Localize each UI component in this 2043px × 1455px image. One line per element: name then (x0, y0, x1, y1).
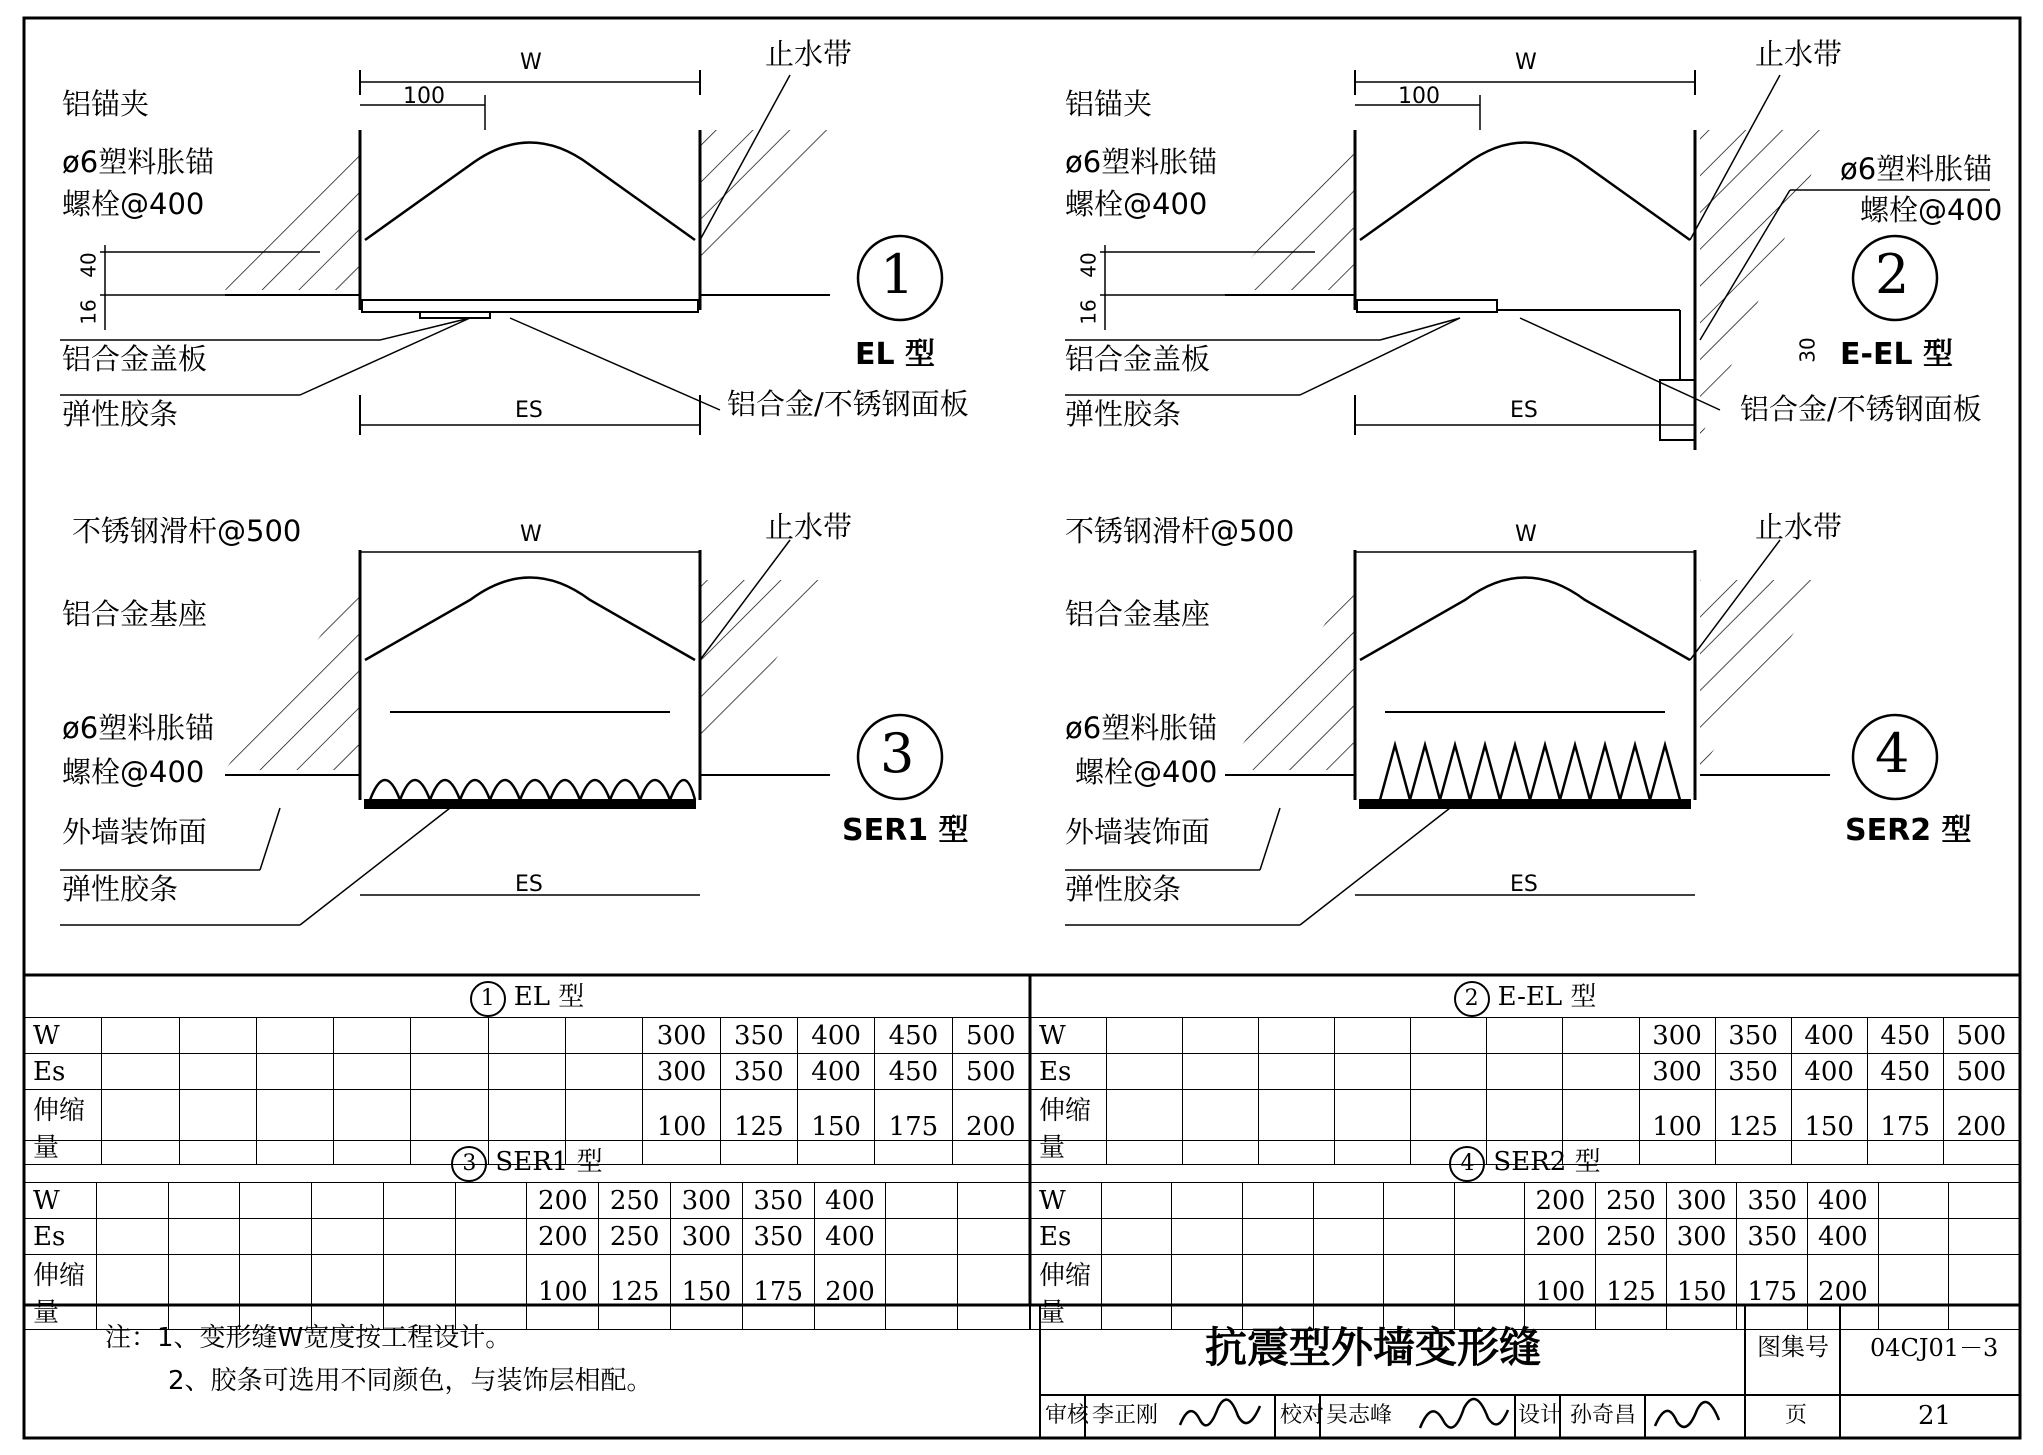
detail-4-strip-label: 弹性胶条 (1065, 872, 1182, 906)
detail-1-number: 1 (880, 243, 915, 306)
table-title: EL 型 (513, 982, 585, 1012)
detail-2-anchor-clip-label: 铝锚夹 (1065, 87, 1153, 121)
detail-2-es-dim: ES (1510, 398, 1538, 423)
table-title: SER2 型 (1493, 1147, 1601, 1177)
detail-2-panel-label: 铝合金/不锈钢面板 (1740, 392, 1982, 426)
detail-3-w-dim: W (520, 522, 542, 547)
detail-2-strip-label: 弹性胶条 (1065, 397, 1182, 431)
detail-2-cover-label: 铝合金盖板 (1065, 342, 1211, 376)
checker-name: 吴志峰 (1326, 1403, 1393, 1428)
table-row: Es 300 350 400 450 500 (25, 1054, 1030, 1090)
atlas-label: 图集号 (1757, 1333, 1829, 1361)
detail-4-waterstop-label: 止水带 (1755, 510, 1843, 544)
table-row: W 300 350 400 450 500 (1031, 1018, 2020, 1054)
detail-4-finish-label: 外墙装饰面 (1065, 815, 1211, 849)
detail-1-bolt-label: 螺栓@400 (62, 187, 205, 221)
detail-1-type: EL 型 (855, 337, 936, 372)
detail-2-number: 2 (1875, 243, 1910, 306)
table-caption (1031, 1141, 2020, 1183)
detail-1-100-dim: 100 (403, 84, 445, 109)
detail-2-100-dim: 100 (1398, 84, 1440, 109)
detail-1-anchor-label: ø6塑料胀锚 (62, 145, 215, 179)
detail-2-waterstop-label: 止水带 (1755, 37, 1843, 71)
detail-1-cover-label: 铝合金盖板 (62, 342, 208, 376)
table-row: Es 200 250 300 350 400 (1031, 1219, 2020, 1255)
designer-name: 孙奇昌 (1570, 1403, 1637, 1428)
detail-1-w-dim: W (520, 50, 542, 75)
detail-4-type: SER2 型 (1845, 813, 1972, 848)
table-caption (1031, 976, 2020, 1018)
detail-1-strip-label: 弹性胶条 (62, 397, 179, 431)
table-title: E-EL 型 (1497, 982, 1597, 1012)
detail-3-base-label: 铝合金基座 (62, 597, 208, 631)
detail-4-es-dim: ES (1510, 872, 1538, 897)
table-row: Es 200 250 300 350 400 (25, 1219, 1030, 1255)
checker-signature (1420, 1399, 1508, 1428)
table-caption (25, 1141, 1030, 1183)
table-ser1 (24, 1140, 1030, 1330)
detail-1-drawing (60, 70, 942, 435)
detail-3-waterstop-label: 止水带 (765, 510, 853, 544)
reviewer-signature (1180, 1400, 1260, 1426)
table-row: 伸缩量 100 125 150 175 200 (1031, 1255, 2020, 1330)
detail-2-bolt-right-label: 螺栓@400 (1860, 193, 2003, 227)
table-number: 1 (470, 981, 506, 1017)
detail-3-number: 3 (880, 722, 915, 785)
detail-2-type: E-EL 型 (1840, 337, 1953, 372)
reviewer-name: 李正刚 (1092, 1403, 1159, 1428)
detail-2-bolt-left-label: 螺栓@400 (1065, 187, 1208, 221)
detail-3-strip-label: 弹性胶条 (62, 872, 179, 906)
table-el (24, 975, 1030, 1165)
detail-3-es-dim: ES (515, 872, 543, 897)
table-row: 伸缩量 100 125 150 175 200 (1031, 1090, 2020, 1165)
table-title: SER1 型 (495, 1147, 603, 1177)
detail-4-base-label: 铝合金基座 (1065, 597, 1211, 631)
review-label: 审核 (1045, 1403, 1090, 1428)
designer-signature (1655, 1402, 1719, 1427)
detail-2-anchor-right-label: ø6塑料胀锚 (1840, 152, 1993, 186)
detail-2-30-dim: 30 (1795, 337, 1820, 363)
check-label: 校对 (1280, 1403, 1325, 1428)
detail-4-number: 4 (1875, 722, 1910, 785)
table-number: 3 (451, 1146, 487, 1182)
drawing-title: 抗震型外墙变形缝 (1205, 1323, 1542, 1372)
detail-4-slide-label: 不锈钢滑杆@500 (1065, 514, 1295, 548)
page-number: 21 (1918, 1401, 1952, 1431)
detail-1-waterstop-label: 止水带 (765, 37, 853, 71)
table-number: 4 (1449, 1146, 1485, 1182)
detail-1-es-dim: ES (515, 398, 543, 423)
detail-1-16-dim: 16 (76, 299, 101, 325)
detail-3-anchor-label: ø6塑料胀锚 (62, 711, 215, 745)
detail-2-40-dim: 40 (1076, 252, 1101, 278)
table-number: 2 (1454, 981, 1490, 1017)
detail-4-bolt-label: 螺栓@400 (1075, 755, 1218, 789)
detail-2-16-dim: 16 (1076, 299, 1101, 325)
detail-2-anchor-left-label: ø6塑料胀锚 (1065, 145, 1218, 179)
detail-4-w-dim: W (1515, 522, 1537, 547)
design-label: 设计 (1518, 1403, 1563, 1428)
table-row: W 300 350 400 450 500 (25, 1018, 1030, 1054)
detail-3-bolt-label: 螺栓@400 (62, 755, 205, 789)
atlas-number: 04CJ01－3 (1870, 1334, 1999, 1362)
detail-1-anchor-clip-label: 铝锚夹 (62, 87, 150, 121)
table-row: 伸缩量 100 125 150 175 200 (25, 1090, 1030, 1165)
table-e-el (1030, 975, 2020, 1165)
detail-4-anchor-label: ø6塑料胀锚 (1065, 711, 1218, 745)
detail-3-finish-label: 外墙装饰面 (62, 815, 208, 849)
detail-1-40-dim: 40 (76, 252, 101, 278)
detail-2-w-dim: W (1515, 50, 1537, 75)
detail-3-slide-label: 不锈钢滑杆@500 (72, 514, 302, 548)
table-row: Es 300 350 400 450 500 (1031, 1054, 2020, 1090)
detail-1-panel-label: 铝合金/不锈钢面板 (727, 387, 969, 421)
page-label: 页 (1785, 1403, 1808, 1428)
table-row: W 200 250 300 350 400 (1031, 1183, 2020, 1219)
note-line-2: 2、胶条可选用不同颜色，与装饰层相配。 (168, 1366, 653, 1396)
table-ser2 (1030, 1140, 2020, 1330)
table-row: 伸缩量 100 125 150 175 200 (25, 1255, 1030, 1330)
note-line-1: 注：1、变形缝W宽度按工程设计。 (105, 1323, 512, 1353)
table-caption (25, 976, 1030, 1018)
table-row: W 200 250 300 350 400 (25, 1183, 1030, 1219)
detail-3-type: SER1 型 (842, 813, 969, 848)
